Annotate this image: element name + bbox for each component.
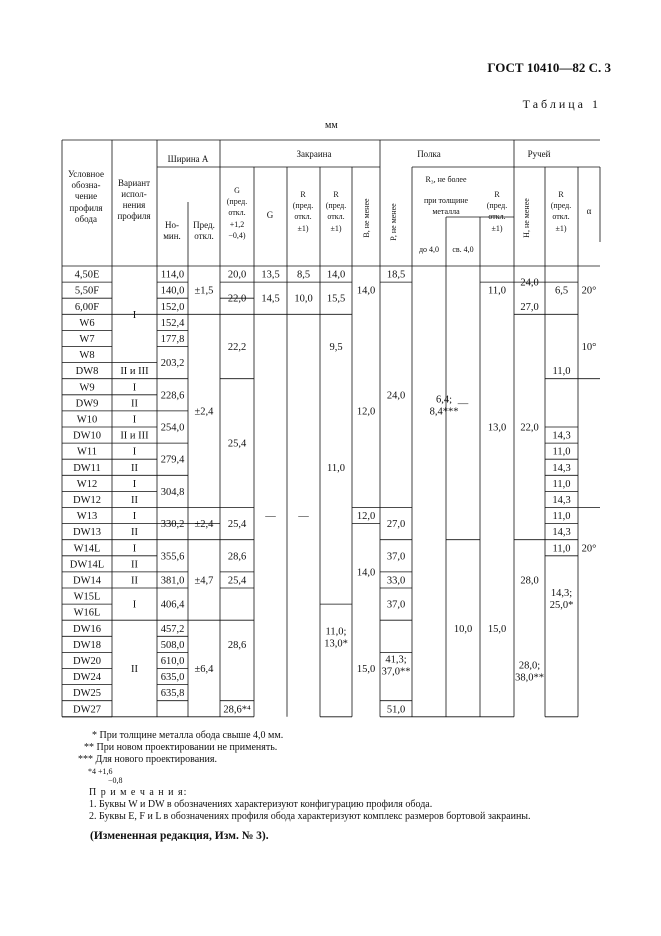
variant-cell: II [131,575,138,587]
deviation-cell: ±2,4 [194,519,214,531]
header-g-3: +1,2 [229,220,245,229]
footnote-4-lower: −0,8 [108,776,123,785]
header-r3: R₃, не более [425,175,467,184]
r3-cell: 8,4*** [429,406,459,418]
designation-cell: DW12 [73,494,101,506]
table-label: Таблица 1 [522,97,601,111]
header-r5-0: R [558,190,564,199]
header-r5-1: (пред. [550,201,572,210]
header-r1-3: ±1) [297,224,309,233]
note-1: 1. Буквы W и DW в обозначениях характеризуют конфигурацию профиля обода. [89,799,433,810]
h-cell: 28,0; [518,660,541,672]
g-cell: 25,4 [227,438,247,450]
header-r4-2: откл. [488,212,506,221]
nominal-cell: 406,4 [160,599,185,611]
b-cell: 15,0 [356,664,376,675]
variant-cell: I [132,414,137,426]
nominal-cell: 304,8 [160,486,185,498]
header-r5-2: откл. [552,212,570,221]
header-deviation-1: откл. [194,231,214,241]
p-cell: 51,0 [386,704,406,716]
footnote-3: *** Для нового проектирования. [78,754,217,765]
note-2: 2. Буквы E, F и L в обозначениях профиля обода характеризуют комплекс размеров бортовой закраины. [89,811,531,822]
variant-cell: II [131,664,138,675]
designation-cell: DW13 [73,527,101,539]
p-cell: 37,0 [386,551,406,563]
footnote-1: * При толщине металла обода свыше 4,0 мм. [92,730,284,741]
header-designation-2: чение [74,191,98,201]
deviation-cell: ±2,4 [194,406,214,418]
header-g-1: (пред. [226,197,248,206]
r5-cell: 14,3 [552,527,571,539]
r1-cell: — [298,511,309,523]
header-r4-1: (пред. [486,201,508,210]
nominal-cell: 508,0 [160,639,185,651]
header-g-2: откл. [228,208,246,217]
header-designation-0: Условное [68,169,104,179]
variant-cell: II [131,527,138,539]
header-g1: G [266,210,274,220]
header-r2-1: (пред. [325,201,347,210]
r1-cell: 10,0 [294,293,313,305]
designation-cell: DW16 [73,623,101,635]
document-header: ГОСТ 10410—82 С. 3 [487,60,611,75]
r1-cell: 8,5 [296,269,311,281]
designation-cell: DW10 [73,430,101,442]
designation-cell: W9 [79,382,95,394]
designation-cell: DW14L [69,559,105,571]
alpha-cell: 10° [581,342,597,353]
variant-cell: I [132,446,137,458]
header-designation-4: обода [75,214,97,224]
variant-cell: I [132,599,137,611]
g1-cell: 14,5 [261,293,280,305]
variant-cell: I [132,511,137,523]
header-r3-sub-1: металла [432,207,460,216]
designation-cell: W11 [76,446,98,458]
variant-cell: II и III [120,366,149,378]
g-cell: 22,2 [227,342,247,353]
r5-cell: 14,3 [552,462,571,474]
nominal-cell: 355,6 [160,551,185,563]
header-b: B, не менее [362,198,371,238]
nominal-cell: 279,4 [160,454,185,466]
p-cell: 18,5 [386,269,406,281]
header-r1-1: (пред. [292,201,314,210]
header-flange: Закраина [296,149,332,159]
h-cell: 24,0 [520,277,539,289]
designation-cell: W12 [76,478,98,490]
variant-cell: II [131,559,138,571]
footnote-4: *4 +1,6 [88,767,113,776]
header-g-4: −0,4) [228,231,246,240]
header-nominal-0: Но- [165,220,179,230]
nominal-cell: 381,0 [160,575,185,587]
r5-cell: 6,5 [554,285,569,297]
header-r2-2: откл. [327,212,345,221]
r2-cell: 15,5 [326,293,346,305]
designation-cell: W7 [79,333,95,345]
designation-cell: DW24 [73,672,101,684]
designation-cell: DW20 [73,655,101,667]
nominal-cell: 114,0 [160,269,185,281]
p-cell: 24,0 [386,390,406,402]
r5-cell: 25,0* [549,599,574,611]
header-groove: Ручей [527,149,551,159]
notes-title: П р и м е ч а н и я: [89,787,188,798]
header-variant-2: нения [122,200,146,210]
header-upto: до 4,0 [418,245,440,254]
g-cell: 25,4 [227,575,247,587]
nominal-cell: 203,2 [160,358,185,370]
designation-cell: DW25 [73,688,101,700]
r3-cell: 10,0 [453,623,473,635]
p-cell: 33,0 [386,575,406,587]
nominal-cell: 457,2 [160,623,185,635]
footnotes [64,730,531,823]
designation-cell: W16L [73,607,101,619]
nominal-cell: 152,0 [160,301,185,313]
designation-cell: W10 [76,414,98,426]
p-cell: 37,0** [381,666,411,678]
variant-cell: II [131,398,138,410]
b-cell: 12,0 [356,511,376,523]
r5-cell: 11,0 [552,366,571,378]
designation-cell: W8 [79,350,95,362]
g-cell: 22,0 [227,293,247,305]
header-r2-0: R [333,190,339,199]
nominal-cell: 177,8 [160,333,185,345]
nominal-cell: 610,0 [160,655,185,667]
variant-cell: I [132,382,137,394]
footnote-2: ** При новом проектировании не применять. [84,742,278,753]
header-g-0: G [234,186,240,195]
designation-cell: 5,50F [74,285,100,297]
r5-cell: 14,3; [550,587,573,599]
designation-cell: DW8 [75,366,99,378]
designation-cell: W13 [76,511,98,523]
variant-cell: II [131,494,138,506]
nominal-cell: 635,8 [160,688,185,700]
r5-cell: 11,0 [552,543,571,555]
nominal-cell: 140,0 [160,285,185,297]
r2-cell: 11,0; [325,626,347,638]
header-r4-0: R [494,190,500,199]
g-cell: 20,0 [227,269,247,281]
variant-cell: II и III [120,430,149,442]
h-cell: 22,0 [520,422,539,434]
header-width: Ширина А [167,154,209,164]
r5-cell: 11,0 [552,478,571,490]
g-cell: 28,6 [227,639,247,651]
nominal-cell: 152,4 [160,317,185,329]
header-r4-3: ±1) [491,224,503,233]
h-cell: 27,0 [520,301,539,313]
r5-cell: 14,3 [552,494,571,506]
designation-cell: W14L [73,543,101,555]
designation-cell: DW14 [73,575,101,587]
r5-cell: 14,3 [552,430,571,442]
r2-cell: 9,5 [329,342,343,353]
nominal-cell: 330,2 [160,519,185,531]
p-cell: 27,0 [386,519,406,531]
r3-cell: — [457,398,469,410]
r4-cell: 15,0 [487,623,507,635]
designation-cell: 4,50E [74,269,100,281]
header-over: св. 4,0 [452,245,474,254]
b-cell: 14,0 [356,285,376,297]
variant-cell: I [132,543,137,555]
header-r5-3: ±1) [555,224,567,233]
header-nominal-1: мин. [163,231,181,241]
header-variant-1: испол- [121,189,147,199]
variant-cell: I [132,309,137,321]
nominal-cell: 635,0 [160,672,185,684]
header-r2-3: ±1) [330,224,342,233]
b-cell: 12,0 [356,406,376,418]
r2-cell: 13,0* [324,638,348,650]
r2-cell: 11,0 [327,462,345,474]
header-variant-0: Вариант [117,178,151,188]
header-designation-1: обозна- [71,180,101,190]
header-variant-3: профиля [117,211,151,221]
alpha-cell: 20° [581,543,597,555]
designation-cell: 6,00F [74,301,100,313]
r3-cell: 6,4; [435,394,453,406]
header-deviation-0: Пред. [193,220,215,230]
header-h: H, не менее [522,198,531,238]
header-r1-2: откл. [294,212,312,221]
header-alpha: α [586,206,592,216]
alpha-cell: 20° [581,285,597,297]
g-cell: 25,4 [227,519,247,531]
header-shelf: Полка [417,149,441,159]
b-cell: 14,0 [356,567,376,579]
designation-cell: W6 [79,317,95,329]
g1-cell: — [265,511,276,523]
g1-cell: 13,5 [261,269,280,281]
nominal-cell: 228,6 [160,390,185,402]
g-cell: 28,6 [227,551,247,563]
r4-cell: 11,0 [488,285,506,297]
g-cell: 28,6*⁴ [223,704,251,716]
nominal-cell: 254,0 [160,422,185,434]
deviation-cell: ±4,7 [194,575,214,587]
header-r1-0: R [300,190,306,199]
p-cell: 37,0 [386,599,406,611]
r5-cell: 11,0 [552,446,571,458]
amendment-note: (Измененная редакция, Изм. № 3). [90,830,269,842]
designation-cell: DW18 [73,639,101,651]
designation-cell: DW11 [73,462,101,474]
h-cell: 38,0** [515,672,544,684]
h-cell: 28,0 [520,575,539,587]
header-p: P, не менее [389,203,398,241]
variant-cell: I [132,478,137,490]
deviation-cell: ±1,5 [194,285,214,297]
deviation-cell: ±6,4 [194,664,214,675]
designation-cell: DW27 [73,704,101,716]
r4-cell: 13,0 [487,422,507,434]
variant-cell: II [131,462,138,474]
header-r3-sub-0: при толщине [423,196,469,205]
designation-cell: W15L [73,591,101,603]
r2-cell: 14,0 [326,269,346,281]
r5-cell: 11,0 [552,511,571,523]
header-designation-3: профиля [69,203,103,213]
unit-label: мм [325,120,338,131]
designation-cell: DW9 [75,398,99,410]
p-cell: 41,3; [385,654,407,666]
